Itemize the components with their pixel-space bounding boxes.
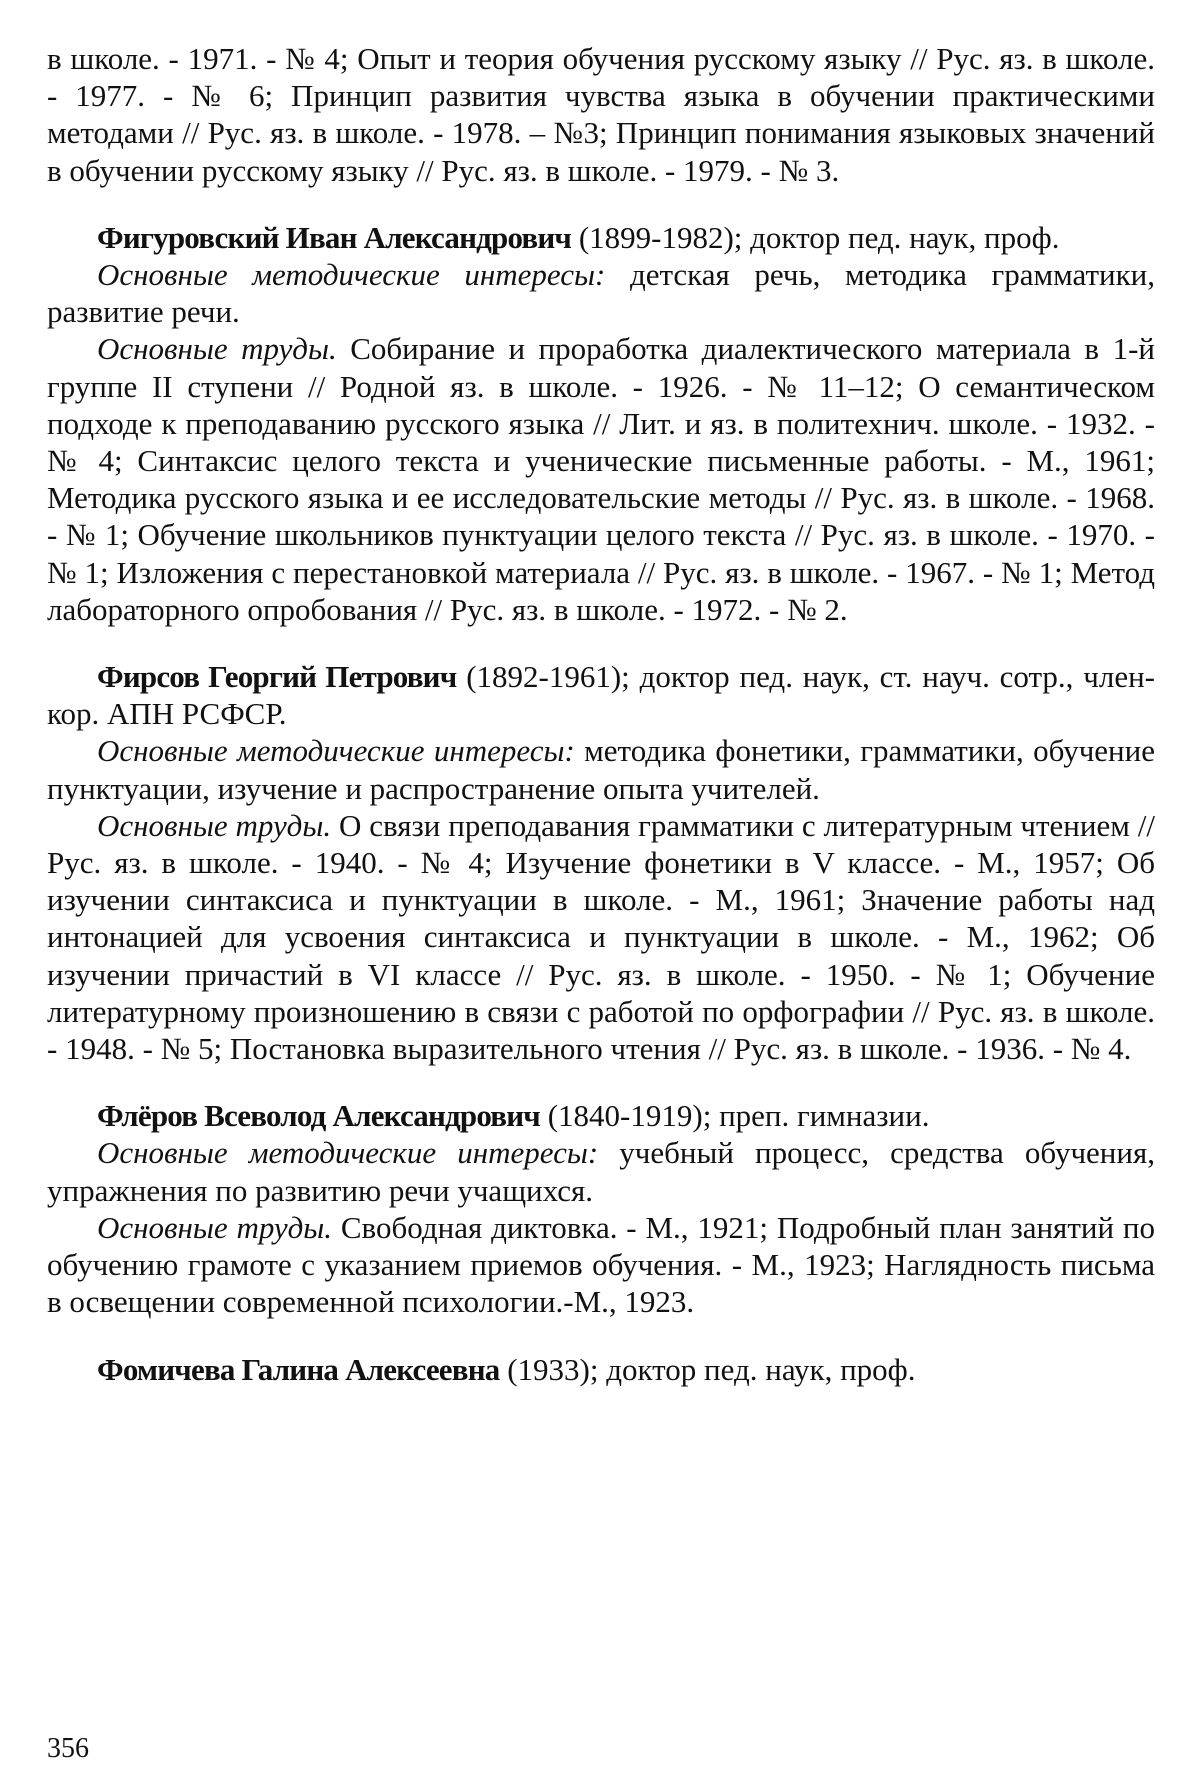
works-label: Основные труды. bbox=[97, 331, 337, 367]
entry-gap bbox=[47, 628, 1155, 658]
entry-info: (1840-1919); преп. гимназии. bbox=[539, 1098, 930, 1134]
entry-info: (1899-1982); доктор пед. наук, проф. bbox=[571, 219, 1060, 255]
interests-label: Основные методические интересы: bbox=[97, 733, 575, 769]
page-body bbox=[47, 40, 1155, 1388]
entry-works bbox=[47, 330, 1155, 628]
entry-interests bbox=[47, 732, 1155, 806]
entry-flerov bbox=[47, 1097, 1155, 1320]
entry-works bbox=[47, 1209, 1155, 1321]
entry-fomicheva bbox=[47, 1351, 1155, 1388]
entry-gap bbox=[47, 1067, 1155, 1097]
entry-name: Фигуровский Иван Александрович bbox=[97, 219, 572, 255]
interests-label: Основные методические интересы: bbox=[97, 1135, 599, 1171]
works-label: Основные труды. bbox=[97, 807, 332, 843]
interests-text: учебный процесс, средства обучения, упражнения по развитию речи учащихся. bbox=[47, 1135, 1156, 1208]
works-text: Свободная диктовка. - М., 1921; Подробный план занятий по обучению грамоте с указанием приемов обучения. - М., 1923; Наглядность письма в освещении современной психологии.-М., 1923. bbox=[47, 1209, 1155, 1320]
entry-name: Фирсов Георгий Петрович bbox=[97, 659, 457, 695]
entry-interests bbox=[47, 1134, 1155, 1208]
entry-heading bbox=[47, 1351, 1155, 1388]
continuation-paragraph: в школе. - 1971. - № 4; Опыт и теория обучения русскому языку // Рус. яз. в школе. - 1977. - № 6; Принцип развития чувства языка в обучении практическими методами // Рус. яз. в школе. - 1978. – №3; Принцип понимания языковых значений в обучении русскому языку // Рус. яз. в школе. - 1979. - № 3. bbox=[47, 41, 1155, 188]
works-text: О связи преподавания грамматики с литературным чтением // Рус. яз. в школе. - 1940. - № 4; Изучение фонетики в V классе. - М., 1957; Об изучении синтаксиса и пунктуации в школе. - М., 1961; Значение работы над интонацией для усвоения синтаксиса и пунктуации в школе. - М., 1962; Об изучении причастий в VI классе // Рус. яз. в школе. - 1950. - № 1; Обучение литературному произношению в связи с работой по орфографии // Рус. яз. в школе. - 1948. - № 5; Постановка выразительного чтения // Рус. яз. в школе. - 1936. - № 4. bbox=[47, 807, 1155, 1067]
entry-name: Флёров Всеволод Александрович bbox=[97, 1098, 540, 1134]
entry-name: Фомичева Галина Алексеевна bbox=[97, 1351, 500, 1387]
entry-heading bbox=[47, 219, 1155, 256]
page-number: 356 bbox=[47, 1733, 89, 1764]
interests-label: Основные методические интересы: bbox=[97, 257, 606, 293]
works-text: Собирание и проработка диалектического материала в 1-й группе II ступени // Родной яз. в школе. - 1926. - № 11–12; О семантическом подходе к преподаванию русского языка // Лит. и яз. в политехнич. школе. - 1932. - № 4; Синтаксис целого текста и ученические письменные работы. - М., 1961; Методика русского языка и ее исследовательские методы // Рус. яз. в школе. - 1968. - № 1; Обучение школьников пунктуации целого текста // Рус. яз. в школе. - 1970. - № 1; Изложения с перестановкой материала // Рус. яз. в школе. - 1967. - № 1; Метод лабораторного опробования // Рус. яз. в школе. - 1972. - № 2. bbox=[47, 331, 1155, 627]
works-label: Основные труды. bbox=[97, 1209, 333, 1245]
entry-figurovsky bbox=[47, 219, 1155, 628]
entry-info: (1892-1961); доктор пед. наук, ст. науч. сотр., член-кор. АПН РСФСР. bbox=[47, 659, 1155, 732]
entry-gap bbox=[47, 1321, 1155, 1351]
entry-info: (1933); доктор пед. наук, проф. bbox=[499, 1351, 916, 1387]
entry-firsov bbox=[47, 658, 1155, 1067]
entry-works bbox=[47, 807, 1155, 1067]
entry-gap bbox=[47, 189, 1155, 219]
entry-heading bbox=[47, 1097, 1155, 1134]
entry-interests bbox=[47, 256, 1155, 330]
interests-text: детская речь, методика грамматики, развитие речи. bbox=[47, 257, 1155, 330]
entry-heading bbox=[47, 658, 1155, 732]
interests-text: методика фонетики, грамматики, обучение пунктуации, изучение и распространение опыта учителей. bbox=[47, 733, 1155, 806]
